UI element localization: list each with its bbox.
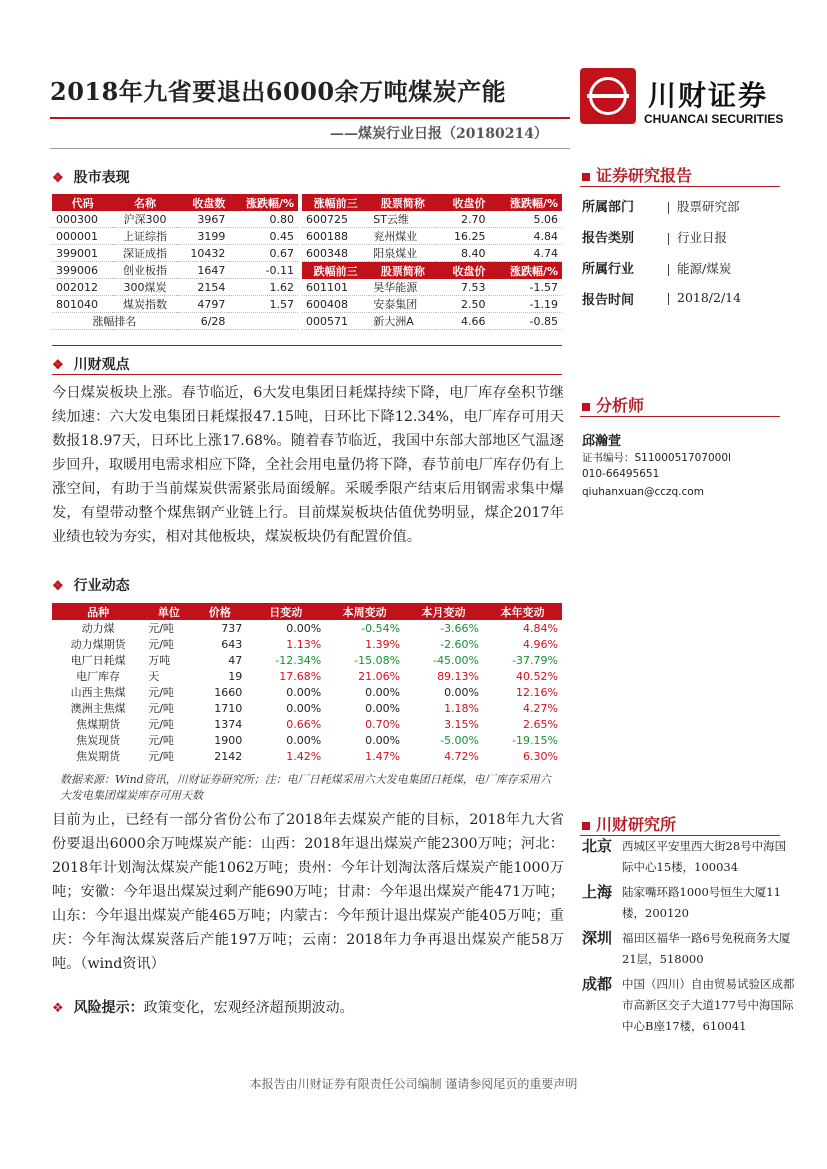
commodity-unit: 元/吨 bbox=[148, 702, 174, 715]
table-cell: 2.70 bbox=[436, 211, 489, 228]
table-cell: 1.62 bbox=[229, 279, 298, 296]
table-header-cell: 代码 bbox=[52, 194, 113, 211]
industry-paragraph: 目前为止，已经有一部分省份公布了2018年去煤炭产能的目标，2018年九大省份要退出6000余万吨煤炭产能：山西：2018年退出煤炭产能2300万吨；河北：2018年计划淘汰煤炭产能1062万吨；贵州：今年计划淘汰落后煤炭产能1000万吨；安徽：今年退出煤炭过剩产能690万吨；甘肃：今年退出煤炭产能471万吨；山东：今年退出煤炭产能465万吨；内蒙古：今年预计退出煤炭产能405万吨；重庆：今年淘汰煤炭落后产能197万吨；云南：2018年力争再退出煤炭产能58万吨。（wind资讯） bbox=[52, 812, 564, 972]
table-cell: 新大洲A bbox=[369, 313, 436, 330]
office-city: 深圳 bbox=[582, 929, 613, 947]
industry-heading: ❖ 行业动态 bbox=[52, 578, 130, 594]
table-cell bbox=[229, 313, 298, 330]
square-bullet-icon bbox=[582, 173, 590, 181]
info-value: 行业日报 bbox=[668, 228, 727, 246]
change-cell: 3.15% bbox=[444, 717, 480, 731]
table-cell: 2154 bbox=[177, 279, 230, 296]
change-cell: -12.34% bbox=[275, 653, 322, 667]
report-type-heading: 证券研究报告 bbox=[582, 163, 692, 186]
table-header-cell: 股票简称 bbox=[369, 194, 436, 211]
sidebar-rule bbox=[580, 416, 780, 417]
change-cell: 0.00% bbox=[365, 701, 401, 715]
analyst-name: 邱瀚萱 bbox=[582, 434, 622, 449]
commodity-unit: 元/吨 bbox=[148, 734, 174, 747]
table-cell: 801040 bbox=[52, 296, 113, 313]
commodity-unit: 元/吨 bbox=[148, 622, 174, 635]
office-list bbox=[582, 836, 802, 1041]
change-cell: 12.16% bbox=[516, 685, 558, 699]
table-row bbox=[52, 748, 562, 764]
commodity-price: 1374 bbox=[214, 717, 243, 731]
change-cell: 0.00% bbox=[365, 685, 401, 699]
commodity-name: 动力煤期货 bbox=[70, 638, 126, 651]
table-row bbox=[52, 732, 562, 748]
info-row bbox=[582, 289, 782, 320]
commodity-price: 1710 bbox=[214, 701, 243, 715]
table-header-cell: 名称 bbox=[113, 194, 177, 211]
change-cell: 21.06% bbox=[358, 669, 401, 683]
table-cell: 沪深300 bbox=[113, 211, 177, 228]
table-cell: 上证综指 bbox=[113, 228, 177, 245]
change-cell: 4.96% bbox=[523, 637, 558, 651]
change-cell: 6.30% bbox=[523, 749, 558, 763]
table-header-cell: 本月变动 bbox=[404, 603, 483, 620]
table-row bbox=[302, 279, 562, 296]
table-header-cell: 涨幅前三 bbox=[302, 194, 369, 211]
office-city: 上海 bbox=[582, 883, 613, 901]
table-header-cell: 股票简称 bbox=[369, 262, 436, 280]
change-cell: -5.00% bbox=[440, 733, 480, 747]
table-cell: 兖州煤业 bbox=[369, 228, 436, 245]
table-row bbox=[302, 211, 562, 228]
change-cell: -3.66% bbox=[440, 621, 480, 635]
info-row bbox=[582, 227, 782, 258]
table-header-cell: 品种 bbox=[52, 603, 144, 620]
market-heading: ❖ 股市表现 bbox=[52, 170, 130, 186]
office-address: 中国（四川）自由贸易试验区成都市高新区交子大道177号中海国际中心B座17楼，610041 bbox=[622, 977, 795, 1033]
office-entry bbox=[582, 974, 802, 1037]
logo-name-cn: 川财证券 bbox=[648, 79, 769, 112]
table-row bbox=[302, 296, 562, 313]
table-header-cell: 收盘价 bbox=[436, 262, 489, 280]
report-subtitle: ——煤炭行业日报（20180214） bbox=[330, 126, 548, 142]
rank-value: 6/28 bbox=[177, 313, 230, 330]
table-header-cell: 单位 bbox=[144, 603, 193, 620]
commodity-name: 澳洲主焦煤 bbox=[70, 702, 126, 715]
commodity-unit: 天 bbox=[148, 670, 160, 683]
commodity-name: 焦炭期货 bbox=[76, 750, 121, 763]
table-cell: 000001 bbox=[52, 228, 113, 245]
table-cell: 1.57 bbox=[229, 296, 298, 313]
page-footer: 本报告由川财证券有限责任公司编制 谨请参阅尾页的重要声明 bbox=[249, 1077, 578, 1091]
table-cell: -1.57 bbox=[489, 279, 562, 296]
table-cell: 000571 bbox=[302, 313, 369, 330]
table-row bbox=[52, 652, 562, 668]
office-entry bbox=[582, 882, 802, 924]
commodity-name: 焦炭现货 bbox=[76, 734, 121, 747]
table-header-cell: 涨跌幅/% bbox=[229, 194, 298, 211]
change-cell: 0.00% bbox=[286, 685, 322, 699]
table-cell: 4797 bbox=[177, 296, 230, 313]
table-cell: 5.06 bbox=[489, 211, 562, 228]
info-row bbox=[582, 196, 782, 227]
table-cell: 600348 bbox=[302, 245, 369, 262]
commodity-name: 山西主焦煤 bbox=[70, 686, 126, 699]
office-address: 福田区福华一路6号免税商务大厦21层，518000 bbox=[622, 931, 791, 966]
table-cell: 600725 bbox=[302, 211, 369, 228]
commodity-unit: 万吨 bbox=[148, 654, 171, 667]
rank-label: 涨幅排名 bbox=[52, 313, 177, 330]
change-cell: 1.13% bbox=[286, 637, 322, 651]
table-row bbox=[52, 700, 562, 716]
commodity-name: 焦煤期货 bbox=[76, 718, 121, 731]
change-cell: 0.00% bbox=[286, 621, 322, 635]
table-row bbox=[52, 245, 298, 262]
view-heading: ❖ 川财观点 bbox=[52, 357, 130, 373]
table-header-cell: 本年变动 bbox=[483, 603, 562, 620]
change-cell: 40.52% bbox=[516, 669, 558, 683]
diamond-icon: ❖ bbox=[52, 171, 64, 186]
change-cell: 2.65% bbox=[523, 717, 558, 731]
table-cell: 10432 bbox=[177, 245, 230, 262]
info-key: 所属行业 bbox=[582, 262, 635, 277]
table-cell: 399001 bbox=[52, 245, 113, 262]
table-cell: 16.25 bbox=[436, 228, 489, 245]
office-city: 成都 bbox=[582, 975, 613, 993]
table-cell: 002012 bbox=[52, 279, 113, 296]
table-header-cell: 收盘价 bbox=[436, 194, 489, 211]
movers-table bbox=[302, 194, 562, 330]
commodity-unit: 元/吨 bbox=[148, 718, 174, 731]
analyst-phone: 010-66495651 bbox=[582, 468, 660, 480]
industry-table bbox=[52, 603, 562, 764]
change-cell: 89.13% bbox=[437, 669, 480, 683]
table-row bbox=[52, 262, 298, 279]
institute-heading: 川财研究所 bbox=[582, 812, 676, 835]
commodity-unit: 元/吨 bbox=[148, 750, 174, 763]
source-note: 数据来源：Wind资讯，川财证券研究所；注：电厂日耗煤采用六大发电集团日耗煤，电厂库存采用六大发电集团煤炭库存可用天数 bbox=[60, 773, 551, 802]
table-header-cell: 日变动 bbox=[246, 603, 325, 620]
risk-label: 风险提示： bbox=[73, 1000, 144, 1016]
square-bullet-icon bbox=[582, 822, 590, 830]
change-cell: 1.39% bbox=[365, 637, 401, 651]
diamond-icon: ❖ bbox=[52, 358, 64, 373]
commodity-name: 电厂日耗煤 bbox=[70, 654, 126, 667]
table-cell: 安泰集团 bbox=[369, 296, 436, 313]
change-cell: 1.42% bbox=[286, 749, 322, 763]
table-cell: 4.74 bbox=[489, 245, 562, 262]
commodity-price: 19 bbox=[228, 669, 243, 683]
table-cell: 3199 bbox=[177, 228, 230, 245]
rank-row bbox=[52, 313, 298, 330]
table-cell: 深证成指 bbox=[113, 245, 177, 262]
commodity-price: 1900 bbox=[214, 733, 243, 747]
table-cell: 4.66 bbox=[436, 313, 489, 330]
table-cell: 0.45 bbox=[229, 228, 298, 245]
office-entry bbox=[582, 836, 802, 878]
change-cell: 0.00% bbox=[286, 701, 322, 715]
table-header-cell: 跌幅前三 bbox=[302, 262, 369, 280]
table-cell: 0.67 bbox=[229, 245, 298, 262]
info-value: 股票研究部 bbox=[668, 197, 740, 215]
table-row bbox=[52, 228, 298, 245]
company-logo bbox=[580, 68, 800, 132]
change-cell: -19.15% bbox=[512, 733, 558, 747]
table-row bbox=[52, 620, 562, 636]
table-row bbox=[52, 716, 562, 732]
change-cell: -0.54% bbox=[361, 621, 401, 635]
table-cell: 399006 bbox=[52, 262, 113, 279]
table-cell: -0.11 bbox=[229, 262, 298, 279]
view-paragraph: 今日煤炭板块上涨。春节临近，6大发电集团日耗煤持续下降，电厂库存垒积节继续加速：六大发电集团日耗煤报47.15吨，日环比下降12.34%，电厂库存可用天数报18.97天，日环比上涨17.68%。随着春节临近，我国中东部大部地区气温逐步回升，取暖用电需求相应下降，全社会用电量仍将下降，春节前电厂库存仍有上涨空间，有助于当前煤炭供需紧张局面缓解。采暖季限产结束后用钢需求集中爆发，有望带动整个煤焦钢产业链上行。目前煤炭板块估值优势明显，煤企2017年业绩也较为夯实，相对其他板块，煤炭板块仍有配置价值。 bbox=[52, 385, 564, 545]
subtitle-rule bbox=[50, 148, 570, 149]
table-header-cell: 收盘数 bbox=[177, 194, 230, 211]
sidebar-rule bbox=[580, 186, 780, 187]
commodity-price: 47 bbox=[228, 653, 243, 667]
table-row bbox=[302, 228, 562, 245]
table-cell: 3967 bbox=[177, 211, 230, 228]
index-table bbox=[52, 194, 298, 330]
table-cell: 300煤炭 bbox=[113, 279, 177, 296]
title-rule bbox=[50, 117, 570, 119]
table-cell: 创业板指 bbox=[113, 262, 177, 279]
change-cell: 0.00% bbox=[444, 685, 480, 699]
change-cell: 1.18% bbox=[444, 701, 480, 715]
table-cell: 4.84 bbox=[489, 228, 562, 245]
table-cell: -0.85 bbox=[489, 313, 562, 330]
diamond-icon: ❖ bbox=[52, 579, 64, 594]
table-row bbox=[52, 684, 562, 700]
change-cell: -37.79% bbox=[512, 653, 558, 667]
change-cell: 0.66% bbox=[286, 717, 322, 731]
analyst-email[interactable]: qiuhanxuan@cczq.com bbox=[582, 486, 704, 498]
change-cell: -15.08% bbox=[354, 653, 401, 667]
table-cell: 8.40 bbox=[436, 245, 489, 262]
table-cell: 600188 bbox=[302, 228, 369, 245]
analyst-heading: 分析师 bbox=[582, 393, 644, 416]
info-key: 报告时间 bbox=[582, 293, 635, 308]
table-row bbox=[52, 211, 298, 228]
market-table-rule bbox=[52, 345, 562, 346]
commodity-unit: 元/吨 bbox=[148, 686, 174, 699]
table-row bbox=[52, 279, 298, 296]
report-info bbox=[582, 196, 782, 320]
diamond-icon: ❖ bbox=[52, 1001, 64, 1016]
commodity-price: 737 bbox=[221, 621, 243, 635]
table-cell: 000300 bbox=[52, 211, 113, 228]
change-cell: 4.84% bbox=[523, 621, 558, 635]
commodity-name: 电厂库存 bbox=[76, 670, 121, 683]
commodity-price: 2142 bbox=[214, 749, 243, 763]
table-row bbox=[52, 296, 298, 313]
table-cell: 600408 bbox=[302, 296, 369, 313]
table-cell: 7.53 bbox=[436, 279, 489, 296]
table-row bbox=[302, 245, 562, 262]
office-entry bbox=[582, 928, 802, 970]
change-cell: 4.27% bbox=[523, 701, 558, 715]
info-row bbox=[582, 258, 782, 289]
table-row bbox=[302, 313, 562, 330]
table-row bbox=[52, 636, 562, 652]
table-cell: 阳泉煤业 bbox=[369, 245, 436, 262]
analyst-cert: 证书编号：S1100051707000l bbox=[582, 452, 731, 464]
view-rule bbox=[52, 374, 562, 375]
info-value: 能源/煤炭 bbox=[668, 259, 731, 277]
table-cell: 2.50 bbox=[436, 296, 489, 313]
risk-line bbox=[52, 997, 354, 1017]
table-cell: 0.80 bbox=[229, 211, 298, 228]
commodity-name: 动力煤 bbox=[81, 622, 115, 635]
office-address: 西城区平安里西大街28号中海国际中心15楼，100034 bbox=[622, 839, 787, 874]
change-cell: -45.00% bbox=[433, 653, 480, 667]
table-header-cell: 价格 bbox=[194, 603, 247, 620]
change-cell: -2.60% bbox=[440, 637, 480, 651]
commodity-unit: 元/吨 bbox=[148, 638, 174, 651]
info-key: 所属部门 bbox=[582, 200, 635, 215]
commodity-price: 643 bbox=[221, 637, 243, 651]
info-value: 2018/2/14 bbox=[668, 290, 741, 305]
change-cell: 0.70% bbox=[365, 717, 401, 731]
table-row bbox=[52, 668, 562, 684]
change-cell: 4.72% bbox=[444, 749, 480, 763]
square-bullet-icon bbox=[582, 403, 590, 411]
office-city: 北京 bbox=[582, 837, 613, 855]
commodity-price: 1660 bbox=[214, 685, 243, 699]
table-cell: ST云维 bbox=[369, 211, 436, 228]
table-cell: 煤炭指数 bbox=[113, 296, 177, 313]
report-title: 2018年九省要退出6000余万吨煤炭产能 bbox=[50, 77, 507, 106]
logo-name-en: CHUANCAI SECURITIES bbox=[644, 112, 784, 126]
table-header-cell: 本周变动 bbox=[325, 603, 404, 620]
info-key: 报告类别 bbox=[582, 231, 635, 246]
table-cell: 1647 bbox=[177, 262, 230, 279]
table-cell: -1.19 bbox=[489, 296, 562, 313]
change-cell: 1.47% bbox=[365, 749, 401, 763]
change-cell: 0.00% bbox=[286, 733, 322, 747]
table-header-cell: 涨跌幅/% bbox=[489, 262, 562, 280]
change-cell: 17.68% bbox=[279, 669, 322, 683]
office-address: 陆家嘴环路1000号恒生大厦11楼，200120 bbox=[622, 885, 781, 920]
table-header-cell: 涨跌幅/% bbox=[489, 194, 562, 211]
logo-mark-icon bbox=[580, 68, 636, 124]
table-cell: 601101 bbox=[302, 279, 369, 296]
risk-text: 政策变化，宏观经济超预期波动。 bbox=[143, 1000, 354, 1016]
table-cell: 昊华能源 bbox=[369, 279, 436, 296]
change-cell: 0.00% bbox=[365, 733, 401, 747]
